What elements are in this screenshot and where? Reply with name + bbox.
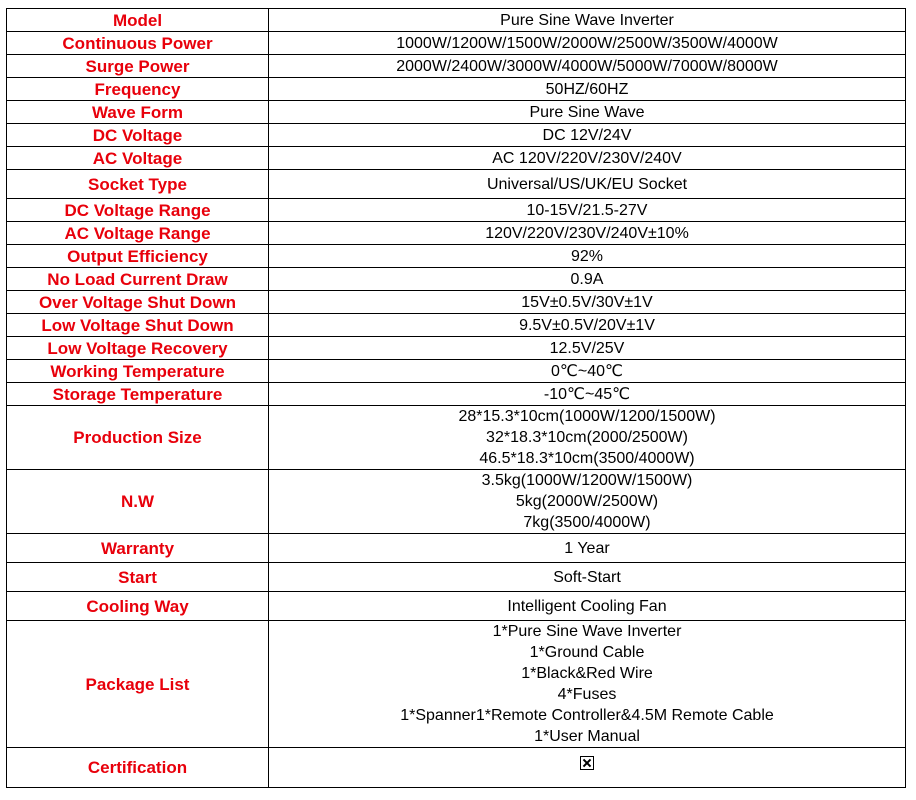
spec-value-line: 1 Year — [564, 539, 610, 557]
spec-value — [269, 621, 906, 748]
spec-label: Over Voltage Shut Down — [7, 291, 269, 314]
spec-value-line: 28*15.3*10cm(1000W/1200/1500W) — [458, 408, 716, 425]
spec-value — [269, 124, 906, 147]
spec-value — [269, 32, 906, 55]
spec-value-line: Intelligent Cooling Fan — [507, 597, 667, 615]
spec-label: Certification — [7, 748, 269, 788]
spec-value — [269, 268, 906, 291]
spec-label: AC Voltage — [7, 147, 269, 170]
spec-value — [269, 406, 906, 470]
spec-value-line: Pure Sine Wave — [529, 103, 645, 121]
spec-label: DC Voltage Range — [7, 199, 269, 222]
spec-value-line: 0℃~40℃ — [551, 362, 623, 380]
spec-value-line: -10℃~45℃ — [543, 385, 631, 403]
spec-value — [269, 337, 906, 360]
spec-row — [7, 470, 906, 534]
spec-row — [7, 748, 906, 788]
spec-value-line: AC 120V/220V/230V/240V — [492, 149, 682, 167]
spec-value-line: 1*Ground Cable — [529, 644, 645, 661]
spec-sheet — [6, 8, 906, 788]
spec-row — [7, 383, 906, 406]
spec-value-line: 2000W/2400W/3000W/4000W/5000W/7000W/8000W — [396, 57, 778, 75]
spec-value — [269, 534, 906, 563]
spec-label: Low Voltage Shut Down — [7, 314, 269, 337]
spec-value-line: DC 12V/24V — [542, 126, 632, 144]
spec-value-line: 1*User Manual — [534, 728, 640, 745]
spec-label: N.W — [7, 470, 269, 534]
spec-value — [269, 592, 906, 621]
spec-value-line: 1*Spanner1*Remote Controller&4.5M Remote Cable — [400, 707, 774, 724]
spec-value-line: 1*Pure Sine Wave Inverter — [492, 623, 682, 640]
spec-row — [7, 170, 906, 199]
spec-label: Warranty — [7, 534, 269, 563]
spec-row — [7, 406, 906, 470]
spec-value — [269, 383, 906, 406]
spec-row — [7, 291, 906, 314]
spec-row — [7, 592, 906, 621]
spec-row — [7, 222, 906, 245]
spec-value-line: 9.5V±0.5V/20V±1V — [519, 316, 655, 334]
spec-value-line: 0.9A — [570, 270, 604, 288]
spec-row — [7, 147, 906, 170]
spec-value — [269, 222, 906, 245]
spec-value-line: 46.5*18.3*10cm(3500/4000W) — [479, 450, 695, 467]
spec-row — [7, 78, 906, 101]
spec-row — [7, 124, 906, 147]
spec-label: Wave Form — [7, 101, 269, 124]
spec-value — [269, 360, 906, 383]
spec-value-line: 3.5kg(1000W/1200W/1500W) — [481, 472, 693, 489]
spec-row — [7, 9, 906, 32]
spec-row — [7, 32, 906, 55]
spec-label: Surge Power — [7, 55, 269, 78]
spec-value-line: 10-15V/21.5-27V — [526, 201, 648, 219]
spec-label: Storage Temperature — [7, 383, 269, 406]
spec-value-line: 1000W/1200W/1500W/2000W/2500W/3500W/4000W — [396, 34, 778, 52]
spec-value-line: Pure Sine Wave Inverter — [500, 11, 674, 29]
spec-value — [269, 199, 906, 222]
spec-value — [269, 748, 906, 788]
spec-value-line: 50HZ/60HZ — [545, 80, 629, 98]
spec-label: Socket Type — [7, 170, 269, 199]
spec-value-line: 32*18.3*10cm(2000/2500W) — [486, 429, 688, 446]
spec-row — [7, 360, 906, 383]
broken-image-icon — [580, 756, 594, 770]
spec-label: Model — [7, 9, 269, 32]
spec-label: Production Size — [7, 406, 269, 470]
spec-value-line: 1*Black&Red Wire — [521, 665, 653, 682]
spec-label: No Load Current Draw — [7, 268, 269, 291]
spec-label: Working Temperature — [7, 360, 269, 383]
spec-label: Output Efficiency — [7, 245, 269, 268]
spec-value — [269, 470, 906, 534]
spec-label: Start — [7, 563, 269, 592]
spec-row — [7, 534, 906, 563]
spec-value — [269, 101, 906, 124]
spec-label: AC Voltage Range — [7, 222, 269, 245]
spec-label: Frequency — [7, 78, 269, 101]
spec-label: Cooling Way — [7, 592, 269, 621]
spec-value — [269, 563, 906, 592]
spec-label: Continuous Power — [7, 32, 269, 55]
spec-value-line: Universal/US/UK/EU Socket — [486, 175, 688, 193]
spec-value-line: 120V/220V/230V/240V±10% — [485, 224, 689, 242]
spec-value — [269, 55, 906, 78]
spec-value-line: 15V±0.5V/30V±1V — [521, 293, 653, 311]
spec-value — [269, 170, 906, 199]
spec-value — [269, 147, 906, 170]
spec-value-line: 4*Fuses — [557, 686, 617, 703]
spec-table — [6, 8, 906, 788]
spec-value — [269, 9, 906, 32]
spec-value — [269, 291, 906, 314]
spec-value-line: 92% — [570, 247, 604, 265]
spec-row — [7, 314, 906, 337]
spec-value-line: 5kg(2000W/2500W) — [515, 493, 659, 510]
spec-row — [7, 621, 906, 748]
spec-value-line: Soft-Start — [553, 568, 621, 586]
spec-label: DC Voltage — [7, 124, 269, 147]
spec-row — [7, 245, 906, 268]
spec-value — [269, 78, 906, 101]
spec-row — [7, 337, 906, 360]
spec-row — [7, 563, 906, 592]
spec-value — [269, 314, 906, 337]
spec-row — [7, 101, 906, 124]
spec-row — [7, 199, 906, 222]
spec-value — [269, 245, 906, 268]
spec-value-line: 12.5V/25V — [549, 339, 625, 357]
spec-label: Package List — [7, 621, 269, 748]
spec-row — [7, 55, 906, 78]
spec-value-line: 7kg(3500/4000W) — [523, 514, 651, 531]
spec-row — [7, 268, 906, 291]
spec-label: Low Voltage Recovery — [7, 337, 269, 360]
